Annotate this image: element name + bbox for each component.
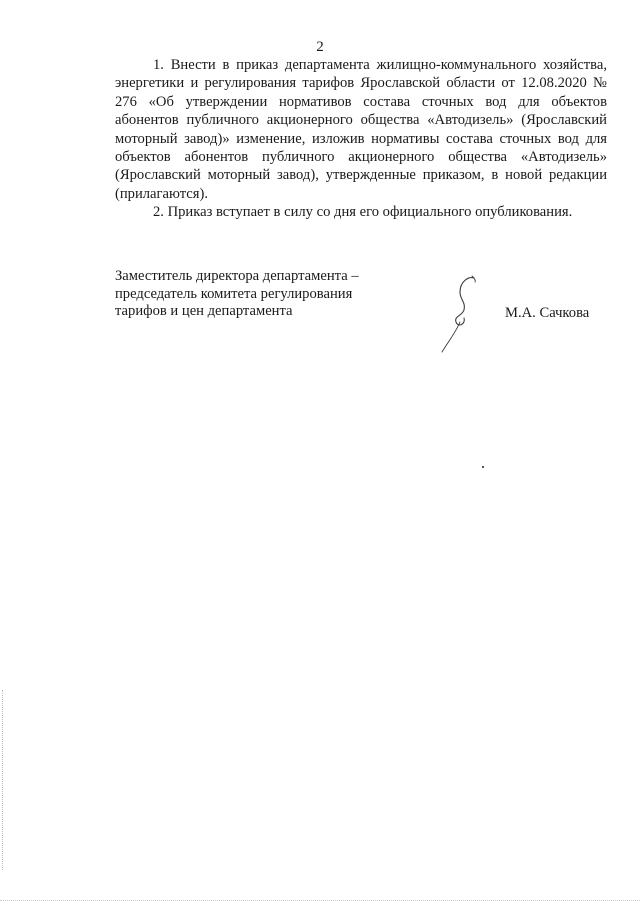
scan-speck (482, 466, 484, 468)
signatory-position-line: председатель комитета регулирования (115, 285, 353, 302)
signatory-position (115, 268, 385, 321)
signer-name: М.А. Сачкова (505, 305, 590, 321)
page-number: 2 (316, 39, 324, 55)
handwritten-signature (430, 272, 490, 354)
scan-edge-mark (2, 690, 4, 870)
scan-bottom-edge (0, 900, 640, 902)
signatory-position-line: тарифов и цен департамента (115, 303, 293, 319)
signatory-position-line: Заместитель директора департамента – (115, 268, 359, 284)
order-paragraph-1: 1. Внести в приказ департамента жилищно-коммунального хозяйства, энергетики и регулирования тарифов Ярославской области от 12.08.2020 № 276 «Об утверждении нормативов состава сточных вод для объектов абонентов публичного акционерного общества «Автодизель» (Ярославский моторный завод)» изменение, изложив нормативы состава сточных вод для объектов абонентов публичного акционерного общества «Автодизель» (Ярославский моторный завод), утвержденные приказом, в новой редакции (прилагаются). (115, 57, 607, 202)
order-body (115, 56, 607, 222)
order-paragraph-2: 2. Приказ вступает в силу со дня его официального опубликования. (153, 204, 573, 221)
